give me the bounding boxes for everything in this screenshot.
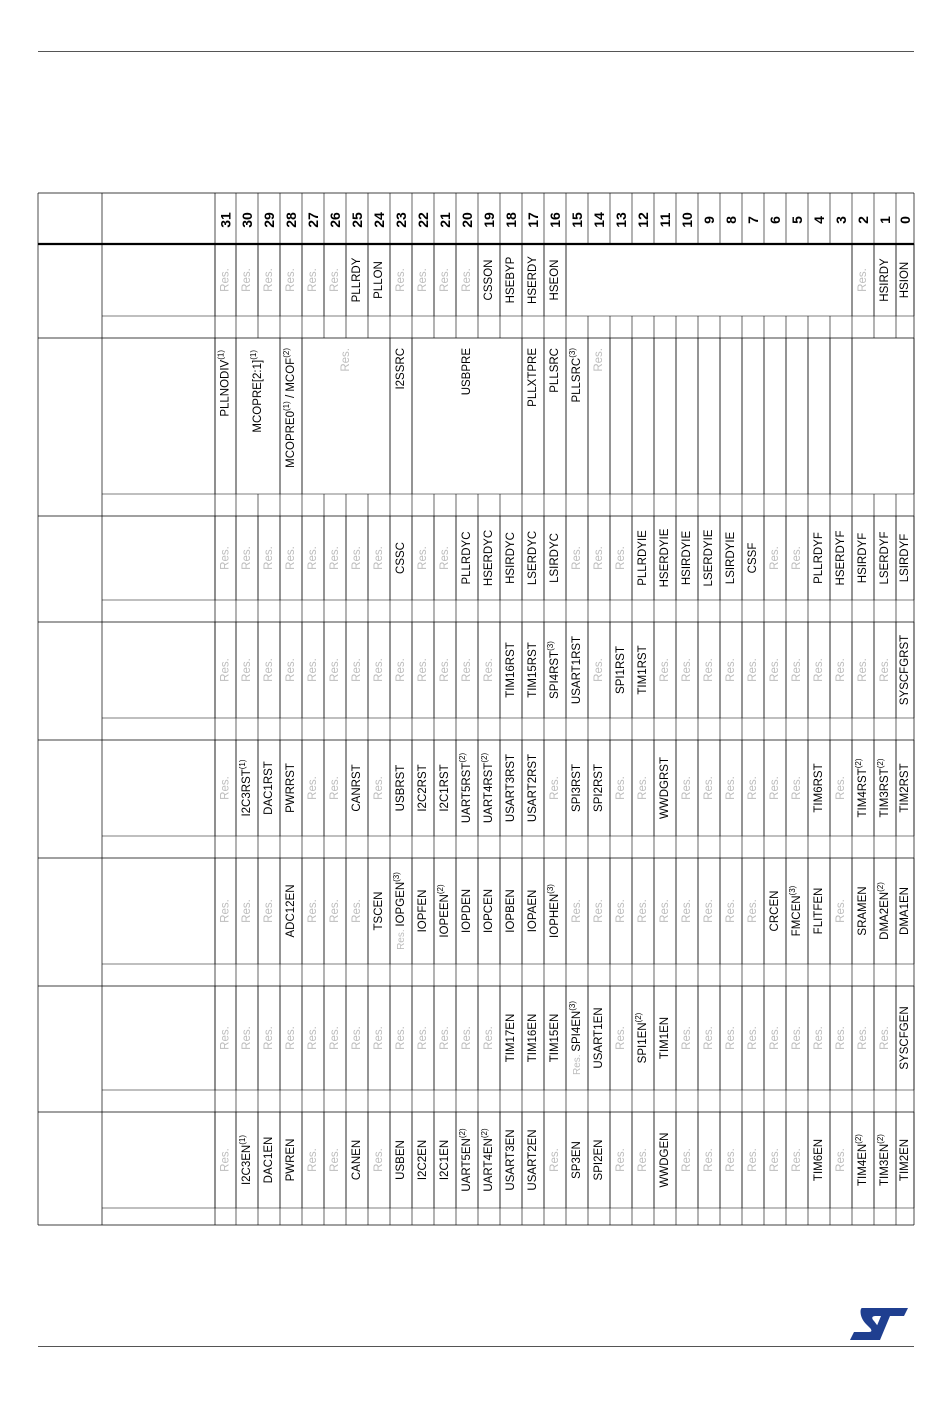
field-name: Res. SPI4EN$^{(3)}$ (568, 1000, 583, 1076)
bit-number-label: 6 (767, 216, 783, 224)
field-name: WWDGRST (659, 757, 671, 819)
reserved-field: Res. (637, 1148, 649, 1172)
reserved-field: Res. (307, 268, 319, 292)
field-name: TIM17EN (505, 1013, 517, 1063)
reserved-field: Res. (725, 899, 737, 923)
field-name: SPI1RST (615, 646, 627, 694)
reserved-field: Res. (219, 899, 232, 923)
field-name: HSERDY (527, 256, 539, 304)
field-name: I2C1RST (439, 764, 451, 812)
field-name: PLLXTPRE (527, 348, 539, 407)
reserved-field: Res. (439, 268, 451, 292)
reserved-field: Res. (835, 1026, 847, 1050)
bit-number-label: 2 (855, 216, 871, 224)
reserved-field: Res. (219, 268, 232, 292)
reserved-field: Res. (725, 1026, 737, 1050)
bit-number-label: 30 (239, 212, 255, 228)
reserved-field: Res. (747, 1148, 759, 1172)
reserved-field: Res. (307, 1148, 319, 1172)
reserved-field: Res. (307, 1026, 319, 1050)
reserved-field: Res. (439, 1026, 451, 1050)
bit-number-label: 21 (437, 212, 453, 228)
bit-number-label: 0 (897, 216, 913, 224)
reserved-field: Res. (747, 776, 759, 800)
field-name: DMA2EN$^{(2)}$ (876, 882, 891, 940)
reserved-field: Res. (593, 899, 605, 923)
reserved-field: Res. (769, 658, 781, 682)
reserved-field: Res. (241, 268, 253, 292)
field-name: HSIRDY (879, 258, 891, 302)
reserved-field: Res. (219, 1148, 232, 1172)
reserved-field: Res. (417, 546, 429, 570)
field-name: PWREN (285, 1138, 297, 1182)
field-name: TIM16EN (527, 1013, 539, 1063)
field-name: TIM3EN$^{(2)}$ (876, 1134, 891, 1186)
field-name: I2C3RST$^{(1)}$ (238, 759, 253, 817)
field-name: SPI3RST (571, 764, 583, 812)
bit-number-label: 4 (811, 216, 827, 224)
reserved-field: Res. (571, 546, 583, 570)
reserved-field: Res. (373, 546, 385, 570)
field-name: HSEBYP (505, 256, 517, 304)
field-name: I2C2EN (417, 1139, 429, 1181)
bit-number-label: 16 (547, 212, 563, 228)
field-name: LSERDYC (527, 530, 539, 586)
reserved-field: Res. (417, 268, 429, 292)
reserved-field: Res. (791, 546, 803, 570)
bit-number-label: 20 (459, 212, 475, 228)
reserved-field: Res. (857, 268, 869, 292)
field-name: WWDGEN (659, 1132, 671, 1188)
field-name: CANEN (351, 1139, 363, 1181)
field-name: TIM1RST (637, 645, 649, 695)
field-name: USBEN (395, 1140, 407, 1180)
reserved-field: Res. (351, 1026, 363, 1050)
field-name: USBRST (395, 764, 407, 812)
field-name: PLLRDY (351, 257, 363, 303)
reserved-field: Res. (285, 658, 297, 682)
field-name: I2SSRC (395, 348, 407, 390)
reserved-field: Res. (285, 268, 297, 292)
field-name: TIM4RST$^{(2)}$ (854, 758, 869, 818)
bit-number-label: 29 (261, 212, 277, 228)
reserved-field: Res. (351, 546, 363, 570)
reserved-field: Res. (747, 899, 759, 923)
reserved-field: Res. (703, 899, 715, 923)
field-name: HSIRDYF (857, 532, 869, 584)
reserved-field: Res. (329, 546, 341, 570)
reserved-field: Res. (615, 776, 627, 800)
reserved-field: Res. (219, 776, 232, 800)
field-name: PLLRDYC (461, 531, 473, 585)
reserved-field: Res. (307, 546, 319, 570)
reserved-field: Res. (835, 1148, 847, 1172)
reserved-field: Res. (549, 1148, 561, 1172)
field-name: LSIRDYF (899, 533, 911, 583)
field-name: CSSON (483, 259, 495, 301)
field-name: IOPHEN$^{(3)}$ (546, 884, 561, 938)
field-name: UART4RST$^{(2)}$ (480, 752, 495, 824)
field-name: PLLON (373, 261, 385, 299)
reserved-field: Res. (791, 776, 803, 800)
reserved-field: Res. (439, 546, 451, 570)
reserved-field: Res. (395, 268, 407, 292)
field-name: I2C1EN (439, 1139, 451, 1181)
bit-number-label: 15 (569, 212, 585, 228)
reserved-field: Res. (263, 268, 275, 292)
field-name: CRCEN (769, 890, 781, 932)
field-name: IOPCEN (483, 888, 495, 934)
field-name: HSERDYIE (659, 528, 671, 588)
reserved-field: Res. (351, 899, 363, 923)
reserved-field: Res. (769, 546, 781, 570)
bit-number-label: 5 (789, 216, 805, 224)
field-name: PLLRDYF (813, 532, 825, 584)
field-name: LSIRDYC (549, 533, 561, 583)
reserved-field: Res. (241, 899, 253, 923)
field-name: SP3EN (571, 1141, 583, 1179)
field-name: MCOPRE0$^{(1)}$ / MCOF$^{(2)}$ (282, 348, 297, 468)
field-name: PLLSRC (549, 348, 561, 393)
reserved-field: Res. (835, 658, 847, 682)
field-name: CSSC (395, 542, 407, 574)
reserved-field: Res. (857, 658, 869, 682)
bit-number-label: 1 (877, 216, 893, 224)
bit-number-label: 14 (591, 212, 607, 228)
bit-number-label: 28 (283, 212, 299, 228)
field-name: IOPAEN (527, 889, 539, 933)
field-name: HSIRDYIE (681, 530, 693, 586)
field-name: IOPEEN$^{(2)}$ (436, 884, 451, 938)
reserved-field: Res. (461, 658, 473, 682)
field-name: TIM3RST$^{(2)}$ (876, 758, 891, 818)
field-name: HSERDYF (835, 530, 847, 586)
reserved-field: Res. (703, 1148, 715, 1172)
reserved-field: Res. (571, 899, 583, 923)
reserved-field: Res. (813, 658, 825, 682)
reserved-field: Res. (835, 776, 847, 800)
bit-number-label: 11 (657, 212, 673, 228)
bit-number-label: 18 (503, 212, 519, 228)
field-name: USART1EN (593, 1007, 605, 1069)
field-name: DAC1RST (263, 761, 275, 815)
reserved-field: Res. (329, 899, 341, 923)
bit-number-label: 27 (305, 212, 321, 228)
field-name: I2C2RST (417, 764, 429, 812)
reserved-field: Res. (593, 348, 605, 372)
reserved-field: Res. (615, 1148, 627, 1172)
reserved-field: Res. (681, 776, 693, 800)
field-name: TIM6RST (813, 763, 825, 813)
reserved-field: Res. (615, 899, 627, 923)
reserved-field: Res. (307, 658, 319, 682)
field-name: IOPDEN (461, 888, 473, 934)
reserved-field: Res. (241, 1026, 253, 1050)
reserved-field: Res. (549, 776, 561, 800)
reserved-field: Res. (681, 899, 693, 923)
reserved-field: Res. (659, 658, 671, 682)
bit-number-label: 13 (613, 212, 629, 228)
field-name: UART5RST$^{(2)}$ (458, 752, 473, 824)
field-name: HSION (899, 261, 911, 299)
reserved-field: Res. (285, 1026, 297, 1050)
field-name: CANRST (351, 764, 363, 812)
reserved-field: Res. (263, 658, 275, 682)
field-name: TSCEN (373, 891, 385, 931)
reserved-field: Res. (879, 658, 891, 682)
field-name: USART3RST (505, 753, 517, 823)
reserved-field: Res. (219, 546, 232, 570)
field-name: TIM1EN (659, 1016, 671, 1060)
reserved-field: Res. (329, 776, 341, 800)
reserved-field: Res. (219, 1026, 232, 1050)
field-name: UART4EN$^{(2)}$ (480, 1128, 495, 1192)
field-name: TIM6EN (813, 1138, 825, 1182)
field-name: HSIRDYC (505, 532, 517, 584)
reserved-field: Res. (263, 546, 275, 570)
field-name: SRAMEN (857, 886, 869, 936)
reserved-field: Res. (329, 1026, 341, 1050)
bit-number-label: 26 (327, 212, 343, 228)
reserved-field: Res. (417, 658, 429, 682)
reserved-field: Res. (813, 1026, 825, 1050)
reserved-field: Res. (241, 546, 253, 570)
reserved-field: Res. (659, 899, 671, 923)
reserved-field: Res. (483, 658, 495, 682)
field-name: LSERDYIE (703, 529, 715, 587)
field-name: USART3EN (505, 1129, 517, 1191)
field-name: Res. IOPGEN$^{(3)}$ (392, 872, 407, 950)
bit-number-label: 7 (745, 216, 761, 224)
reserved-field: Res. (483, 1026, 495, 1050)
reserved-field: Res. (725, 658, 737, 682)
field-name: USART2RST (527, 753, 539, 823)
field-name: TIM4EN$^{(2)}$ (854, 1134, 869, 1186)
reserved-field: Res. (637, 776, 649, 800)
field-name: SPI4RST$^{(3)}$ (546, 641, 561, 699)
bit-number-label: 10 (679, 212, 695, 228)
reserved-field: Res. (857, 1026, 869, 1050)
bit-number-label: 17 (525, 212, 541, 228)
reserved-field: Res. (461, 268, 473, 292)
reserved-field: Res. (725, 776, 737, 800)
field-name: UART5EN$^{(2)}$ (458, 1128, 473, 1192)
field-name: FLITFEN (813, 887, 825, 935)
bit-number-label: 22 (415, 212, 431, 228)
reserved-field: Res. (835, 899, 847, 923)
field-name: USART1RST (571, 635, 583, 705)
reserved-field: Res. (769, 776, 781, 800)
field-name: PLLRDYIE (637, 530, 649, 586)
reserved-field: Res. (329, 268, 341, 292)
field-name: PWRRST (285, 763, 297, 813)
reserved-field: Res. (263, 899, 275, 923)
reserved-field: Res. (417, 1026, 429, 1050)
reserved-field: Res. (681, 658, 693, 682)
reserved-field: Res. (615, 1026, 627, 1050)
reserved-field: Res. (593, 546, 605, 570)
field-name: TIM2RST (899, 763, 911, 813)
reserved-field: Res. (681, 1148, 693, 1172)
field-name: PLLSRC$^{(3)}$ (568, 348, 583, 403)
field-name: IOPBEN (505, 889, 517, 933)
field-name: LSIRDYIE (725, 531, 737, 585)
reserved-field: Res. (703, 776, 715, 800)
reserved-field: Res. (373, 1026, 385, 1050)
bit-number-label: 31 (217, 212, 234, 228)
reserved-field: Res. (725, 1148, 737, 1172)
field-name: TIM2EN (899, 1138, 911, 1182)
field-name: USBPRE (461, 348, 473, 396)
reserved-field: Res. (703, 1026, 715, 1050)
reserved-field: Res. (747, 1026, 759, 1050)
reserved-field: Res. (263, 1026, 275, 1050)
bit-number-label: 3 (833, 216, 849, 224)
field-name: TIM16RST (505, 642, 517, 698)
field-name: PLLNODIV$^{(1)}$ (216, 350, 232, 417)
reserved-field: Res. (329, 1148, 341, 1172)
field-name: TIM15RST (527, 642, 539, 698)
bit-number-label: 23 (393, 212, 409, 228)
field-name: HSERDYC (483, 529, 495, 587)
field-name: I2C3EN$^{(1)}$ (238, 1134, 253, 1186)
field-name: FMCEN$^{(3)}$ (788, 885, 803, 937)
reserved-field: Res. (351, 658, 363, 682)
field-name: IOPFEN (417, 889, 429, 933)
reserved-field: Res. (340, 348, 352, 372)
bit-number-label: 19 (481, 212, 497, 228)
bit-number-label: 8 (723, 216, 739, 224)
field-name: SPI1EN$^{(2)}$ (634, 1012, 649, 1064)
reserved-field: Res. (879, 1026, 891, 1050)
field-name: DMA1EN (899, 887, 911, 935)
reserved-field: Res. (791, 1026, 803, 1050)
reserved-field: Res. (791, 1148, 803, 1172)
reserved-field: Res. (219, 658, 232, 682)
reserved-field: Res. (307, 899, 319, 923)
field-name: LSERDYF (879, 531, 891, 585)
reserved-field: Res. (703, 658, 715, 682)
reserved-field: Res. (791, 658, 803, 682)
reserved-field: Res. (395, 1026, 407, 1050)
field-name: MCOPRE[2:1]$^{(1)}$ (249, 350, 264, 433)
reserved-field: Res. (769, 1026, 781, 1050)
reserved-field: Res. (373, 658, 385, 682)
field-name: CSSF (747, 542, 759, 574)
bit-number-label: 24 (371, 212, 387, 228)
field-name: HSEON (549, 259, 561, 301)
reserved-field: Res. (373, 1148, 385, 1172)
field-name: SPI2EN (593, 1139, 605, 1181)
reserved-field: Res. (461, 1026, 473, 1050)
reserved-field: Res. (241, 658, 253, 682)
reserved-field: Res. (329, 658, 341, 682)
field-name: ADC12EN (285, 884, 297, 938)
reserved-field: Res. (681, 1026, 693, 1050)
field-name: TIM15EN (549, 1013, 561, 1063)
reserved-field: Res. (285, 546, 297, 570)
reserved-field: Res. (615, 546, 627, 570)
st-logo-icon (846, 1302, 912, 1346)
reserved-field: Res. (747, 658, 759, 682)
reserved-field: Res. (307, 776, 319, 800)
field-name: DAC1EN (263, 1136, 275, 1184)
field-name: SYSCFGRST (899, 634, 911, 706)
reserved-field: Res. (769, 1148, 781, 1172)
field-name: SYSCFGEN (899, 1006, 911, 1070)
bit-number-label: 25 (349, 212, 365, 228)
reserved-field: Res. (395, 658, 407, 682)
reserved-field: Res. (593, 658, 605, 682)
field-name: USART2EN (527, 1129, 539, 1191)
field-name: SPI2RST (593, 764, 605, 812)
reserved-field: Res. (439, 658, 451, 682)
reserved-field: Res. (637, 899, 649, 923)
bit-number-label: 12 (635, 212, 651, 228)
reserved-field: Res. (373, 776, 385, 800)
bit-number-label: 9 (701, 216, 717, 224)
